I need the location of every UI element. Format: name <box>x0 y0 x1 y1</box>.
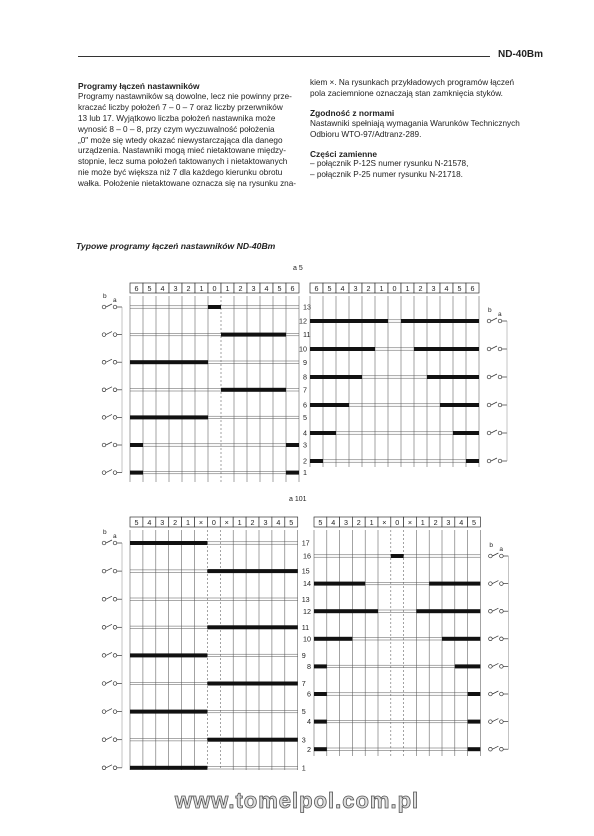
closed-contact-bar <box>130 471 143 475</box>
paragraph-line: 13 lub 17. Wyjątkowo liczba położeń nastawnika może <box>78 113 276 123</box>
closed-contact-bar <box>207 569 297 573</box>
contact-blade <box>492 636 498 639</box>
contact-label-b: b <box>103 293 107 300</box>
position-label: 1 <box>186 518 191 527</box>
position-label: 2 <box>366 284 371 293</box>
contact-number: 13 <box>301 594 310 604</box>
contact-number: 1 <box>301 763 306 773</box>
paragraph-line: Nastawniki spełniają wymagania Warunków Technicznych <box>310 118 520 128</box>
contact-terminal <box>113 569 117 573</box>
contact-number: 13 <box>303 302 311 312</box>
paragraph-line: wynosić 8 – 0 – 8, przy czym wyczuwalność położenia <box>78 124 275 134</box>
contact-number: 3 <box>301 735 306 745</box>
contact-terminal <box>102 360 106 364</box>
contact-blade <box>491 346 497 349</box>
position-label: 6 <box>290 284 295 293</box>
contact-blade <box>106 624 112 627</box>
contact-blade <box>492 608 498 611</box>
closed-contact-bar <box>314 664 327 668</box>
contact-number: 4 <box>303 428 307 438</box>
closed-contact-bar <box>416 609 480 613</box>
contact-terminal <box>487 319 491 323</box>
closed-contact-bar <box>314 720 327 724</box>
position-label: 0 <box>211 518 216 527</box>
paragraph-line: „0" może się wtedy okazać niewystarczająca dla danego <box>78 135 283 145</box>
contact-symbol-icon <box>487 430 507 435</box>
contact-blade <box>106 737 112 740</box>
contact-symbol-icon <box>102 442 122 447</box>
contact-terminal <box>113 388 117 392</box>
closed-contact-bar <box>414 347 479 351</box>
closed-contact-bar <box>207 738 297 742</box>
section-heading-parts: Części zamienne <box>310 148 378 159</box>
closed-contact-bar <box>221 333 286 337</box>
contact-terminal <box>489 692 493 696</box>
contact-number: 6 <box>307 689 311 699</box>
contact-terminal <box>489 720 493 724</box>
position-label: 6 <box>314 284 319 293</box>
position-label: 4 <box>276 518 281 527</box>
closed-contact-bar <box>130 415 208 419</box>
contact-symbol-icon <box>489 636 509 641</box>
contact-terminal <box>487 403 491 407</box>
contact-terminal <box>489 665 493 669</box>
position-label: 0 <box>212 284 217 293</box>
paragraph-line: urządzenia. Nastawniki mogą mieć nietaktowane między- <box>78 146 286 156</box>
position-label: 1 <box>225 284 230 293</box>
contact-terminal <box>489 747 493 751</box>
contact-number: 16 <box>303 551 311 561</box>
contact-number: 9 <box>301 651 306 660</box>
contact-blade <box>106 709 112 712</box>
position-label: 4 <box>444 284 449 293</box>
position-label: 1 <box>199 284 204 293</box>
program-table-a5-left <box>102 283 311 482</box>
contact-blade <box>106 765 112 768</box>
contact-label-a: a <box>113 297 117 304</box>
contact-symbol-icon <box>489 581 509 586</box>
contact-terminal <box>113 738 117 742</box>
contact-blade <box>492 746 498 749</box>
contact-symbol-icon <box>102 304 122 309</box>
position-label: 1 <box>379 284 384 293</box>
contact-number: 8 <box>303 372 307 382</box>
contact-blade <box>106 652 112 655</box>
closed-contact-bar <box>310 431 336 435</box>
position-label: × <box>407 518 413 527</box>
contact-terminal <box>113 682 117 686</box>
position-label: × <box>382 518 387 527</box>
figure-caption: Typowe programy łączeń nastawników ND-40Bm <box>76 241 276 251</box>
contact-blade <box>106 568 112 571</box>
position-label: 5 <box>147 284 152 293</box>
contact-symbol-icon <box>487 346 507 351</box>
closed-contact-bar <box>314 609 378 613</box>
contact-terminal <box>113 626 117 630</box>
contact-number: 17 <box>301 538 310 548</box>
contact-terminal <box>113 766 117 770</box>
contact-symbol-icon <box>489 746 509 751</box>
closed-contact-bar <box>208 305 221 309</box>
position-label: 5 <box>327 284 332 293</box>
position-label: 5 <box>289 518 294 527</box>
contact-terminal <box>102 597 106 601</box>
closed-contact-bar <box>440 403 479 407</box>
contact-symbol-icon <box>102 596 122 601</box>
contact-symbol-icon <box>489 553 509 558</box>
closed-contact-bar <box>130 766 207 770</box>
closed-contact-bar <box>207 625 297 629</box>
contact-label-b: b <box>488 307 492 314</box>
closed-contact-bar <box>466 459 479 463</box>
position-label: 4 <box>340 284 345 293</box>
contact-number: 12 <box>303 606 311 616</box>
contact-terminal <box>500 554 504 558</box>
contact-blade <box>492 663 498 666</box>
closed-contact-bar <box>207 682 297 686</box>
contact-number: 5 <box>301 707 306 717</box>
position-label: 6 <box>134 284 139 293</box>
contact-symbol-icon <box>102 470 122 475</box>
position-label: 0 <box>392 284 397 293</box>
position-label: 4 <box>459 518 464 527</box>
contact-number: 8 <box>307 662 311 671</box>
watermark: www.tomelpol.com.pl <box>174 788 420 813</box>
contact-number: 6 <box>303 400 307 410</box>
contact-terminal <box>113 654 117 658</box>
section-heading-programs: Programy łączeń nastawników <box>78 81 200 91</box>
contact-symbol-icon <box>487 374 507 379</box>
contact-blade <box>106 332 112 335</box>
paragraph-line: stopnie, lecz suma położeń taktowanych i nietaktowanych <box>78 157 288 167</box>
closed-contact-bar <box>310 403 349 407</box>
position-label: 1 <box>237 518 242 527</box>
position-label: 5 <box>318 518 323 527</box>
position-label: × <box>224 518 229 527</box>
contact-number: 10 <box>299 344 307 354</box>
closed-contact-bar <box>286 443 299 447</box>
contact-terminal <box>489 609 493 613</box>
contact-terminal <box>487 459 491 463</box>
contact-terminal <box>102 682 106 686</box>
position-label: 5 <box>134 518 139 527</box>
contact-blade <box>491 458 497 461</box>
closed-contact-bar <box>468 747 481 751</box>
contact-terminal <box>487 347 491 351</box>
position-label: 1 <box>420 518 425 527</box>
contact-blade <box>491 402 497 405</box>
contact-blade <box>106 387 112 390</box>
position-label: 4 <box>264 284 269 293</box>
contact-blade <box>491 374 497 377</box>
contact-label-a: a <box>499 546 504 553</box>
position-label: × <box>198 518 204 527</box>
position-label: 4 <box>160 284 165 293</box>
contact-symbol-icon <box>102 652 122 657</box>
contact-terminal <box>498 459 502 463</box>
contact-terminal <box>113 416 117 420</box>
contact-terminal <box>113 305 117 309</box>
position-label: 3 <box>353 284 358 293</box>
contact-number: 11 <box>301 622 310 632</box>
contact-terminal <box>489 582 493 586</box>
contact-symbol-icon <box>102 681 122 686</box>
contact-terminal <box>500 692 504 696</box>
contact-number: 7 <box>303 385 307 395</box>
paragraph-line: Odbioru WTO-97/Adtranz-289. <box>310 129 422 139</box>
position-label: 2 <box>173 518 178 527</box>
position-label: 5 <box>472 518 476 527</box>
contact-terminal <box>102 710 106 714</box>
contact-terminal <box>113 360 117 364</box>
paragraph-line: nie może być większa niż 7 dla każdego kierunku obrotu <box>78 168 283 178</box>
contact-symbol-icon <box>489 719 509 724</box>
contact-terminal <box>489 637 493 641</box>
position-label: 3 <box>446 518 451 527</box>
contact-symbol-icon <box>102 414 122 419</box>
position-label: 2 <box>418 284 423 293</box>
position-label: 3 <box>263 518 268 527</box>
closed-contact-bar <box>130 443 143 447</box>
program-table-a5-right <box>299 283 507 467</box>
contact-symbol-icon <box>489 691 509 696</box>
closed-contact-bar <box>468 720 481 724</box>
position-label: 4 <box>331 518 336 527</box>
contact-symbol-icon <box>102 765 122 770</box>
closed-contact-bar <box>429 582 480 586</box>
section-heading-norms: Zgodność z normami <box>310 107 395 118</box>
position-label: 3 <box>344 518 348 527</box>
contact-blade <box>106 596 112 599</box>
contact-blade <box>106 414 112 417</box>
contact-terminal <box>487 431 491 435</box>
position-label: 0 <box>395 518 400 527</box>
contact-label-b: b <box>103 529 107 536</box>
contact-symbol-icon <box>489 608 509 613</box>
closed-contact-bar <box>310 347 375 351</box>
contact-terminal <box>500 747 504 751</box>
contact-blade <box>492 691 498 694</box>
closed-contact-bar <box>427 375 479 379</box>
closed-contact-bar <box>314 582 365 586</box>
contact-blade <box>106 681 112 684</box>
closed-contact-bar <box>130 360 208 364</box>
closed-contact-bar <box>401 319 479 323</box>
contact-terminal <box>113 471 117 475</box>
closed-contact-bar <box>221 388 286 392</box>
closed-contact-bar <box>442 637 480 641</box>
position-label: 1 <box>405 284 410 293</box>
position-label: 2 <box>186 284 191 293</box>
contact-symbol-icon <box>102 737 122 742</box>
contact-blade <box>491 318 497 321</box>
contact-terminal <box>498 431 502 435</box>
contact-number: 10 <box>303 634 311 644</box>
position-label: 5 <box>277 284 282 293</box>
contact-blade <box>106 540 112 543</box>
paragraph-line: wałka. Położenie nietaktowane oznacza się na rysunku zna- <box>78 179 297 189</box>
contact-symbol-icon <box>102 540 122 545</box>
contact-label-b: b <box>489 542 494 549</box>
contact-symbol-icon <box>102 332 122 337</box>
closed-contact-bar <box>310 319 388 323</box>
diagram-label-a101: a 101 <box>289 496 307 503</box>
contact-symbol-icon <box>487 458 507 463</box>
contact-number: 7 <box>301 679 306 689</box>
contact-terminal <box>500 582 504 586</box>
contact-label-a: a <box>113 533 117 540</box>
contact-number: 1 <box>303 468 307 478</box>
contact-terminal <box>102 333 106 337</box>
contact-terminal <box>487 375 491 379</box>
contact-terminal <box>113 710 117 714</box>
contact-number: 12 <box>299 316 307 326</box>
position-label: 2 <box>250 518 255 527</box>
contact-terminal <box>102 305 106 309</box>
contact-terminal <box>113 541 117 545</box>
paragraph-line: kraczać liczby położeń 7 – 0 – 7 oraz liczby przerwników <box>78 102 283 112</box>
parts-list-item: – połącznik P-25 numer rysunku N-21718. <box>310 170 463 180</box>
contact-terminal <box>102 738 106 742</box>
closed-contact-bar <box>314 637 352 641</box>
closed-contact-bar <box>314 692 327 696</box>
contact-terminal <box>113 333 117 337</box>
contact-terminal <box>500 720 504 724</box>
contact-terminal <box>498 403 502 407</box>
contact-terminal <box>102 443 106 447</box>
closed-contact-bar <box>468 692 481 696</box>
contact-number: 14 <box>303 579 311 589</box>
contact-terminal <box>498 347 502 351</box>
position-label: 3 <box>431 284 436 293</box>
contact-terminal <box>498 319 502 323</box>
paragraph-line: pola zaciemnione oznaczają stan zamknięcia styków. <box>310 88 503 98</box>
contact-number: 3 <box>303 440 307 450</box>
contact-blade <box>106 470 112 473</box>
closed-contact-bar <box>130 653 207 657</box>
contact-symbol-icon <box>102 624 122 629</box>
contact-blade <box>106 359 112 362</box>
contact-terminal <box>500 637 504 641</box>
page-header-title: ND-40Bm <box>498 49 544 60</box>
position-label: 1 <box>369 518 374 527</box>
contact-terminal <box>102 388 106 392</box>
contact-symbol-icon <box>102 359 122 364</box>
contact-terminal <box>498 375 502 379</box>
paragraph-line: Programy nastawników są dowolne, lecz nie powinny prze- <box>78 91 292 101</box>
contact-terminal <box>500 665 504 669</box>
closed-contact-bar <box>391 554 404 558</box>
position-label: 3 <box>173 284 178 293</box>
contact-terminal <box>113 597 117 601</box>
position-label: 3 <box>160 518 165 527</box>
contact-blade <box>492 719 498 722</box>
contact-blade <box>492 553 498 556</box>
closed-contact-bar <box>286 471 299 475</box>
contact-terminal <box>102 654 106 658</box>
contact-blade <box>492 581 498 584</box>
contact-symbol-icon <box>102 387 122 392</box>
paragraph-line: kiem ×. Na rysunkach przykładowych programów łączeń <box>310 78 515 87</box>
closed-contact-bar <box>453 431 479 435</box>
position-label: 6 <box>470 284 475 293</box>
contact-terminal <box>102 626 106 630</box>
position-label: 2 <box>356 518 361 527</box>
closed-contact-bar <box>130 541 207 545</box>
contact-number: 2 <box>303 456 307 466</box>
contact-symbol-icon <box>487 318 507 323</box>
contact-terminal <box>102 766 106 770</box>
contact-terminal <box>113 443 117 447</box>
position-label: 4 <box>147 518 152 527</box>
contact-number: 4 <box>307 717 311 727</box>
contact-symbol-icon <box>102 568 122 573</box>
position-label: 5 <box>457 284 462 293</box>
contact-terminal <box>102 471 106 475</box>
diagram-label-a5: a 5 <box>293 265 303 272</box>
contact-number: 5 <box>303 413 307 422</box>
contact-label-a: a <box>498 311 502 318</box>
contact-blade <box>106 442 112 445</box>
closed-contact-bar <box>310 375 362 379</box>
contact-blade <box>106 304 112 307</box>
closed-contact-bar <box>455 664 481 668</box>
position-label: 2 <box>433 518 438 527</box>
closed-contact-bar <box>310 459 323 463</box>
parts-list-item: – połącznik P-12S numer rysunku N-21578, <box>310 159 469 169</box>
contact-blade <box>491 430 497 433</box>
program-table-a101-left <box>102 517 310 772</box>
program-table-a101-right <box>303 517 508 756</box>
closed-contact-bar <box>314 747 327 751</box>
contact-symbol-icon <box>102 709 122 714</box>
contact-number: 9 <box>303 357 307 367</box>
contact-terminal <box>489 554 493 558</box>
position-label: 2 <box>238 284 243 293</box>
contact-terminal <box>102 569 106 573</box>
position-label: 3 <box>251 284 256 293</box>
contact-symbol-icon <box>489 663 509 668</box>
contact-number: 2 <box>307 744 311 754</box>
contact-terminal <box>500 609 504 613</box>
contact-number: 15 <box>301 566 310 576</box>
contact-number: 11 <box>303 330 311 340</box>
contact-terminal <box>102 541 106 545</box>
contact-terminal <box>102 416 106 420</box>
contact-symbol-icon <box>487 402 507 407</box>
closed-contact-bar <box>130 710 207 714</box>
